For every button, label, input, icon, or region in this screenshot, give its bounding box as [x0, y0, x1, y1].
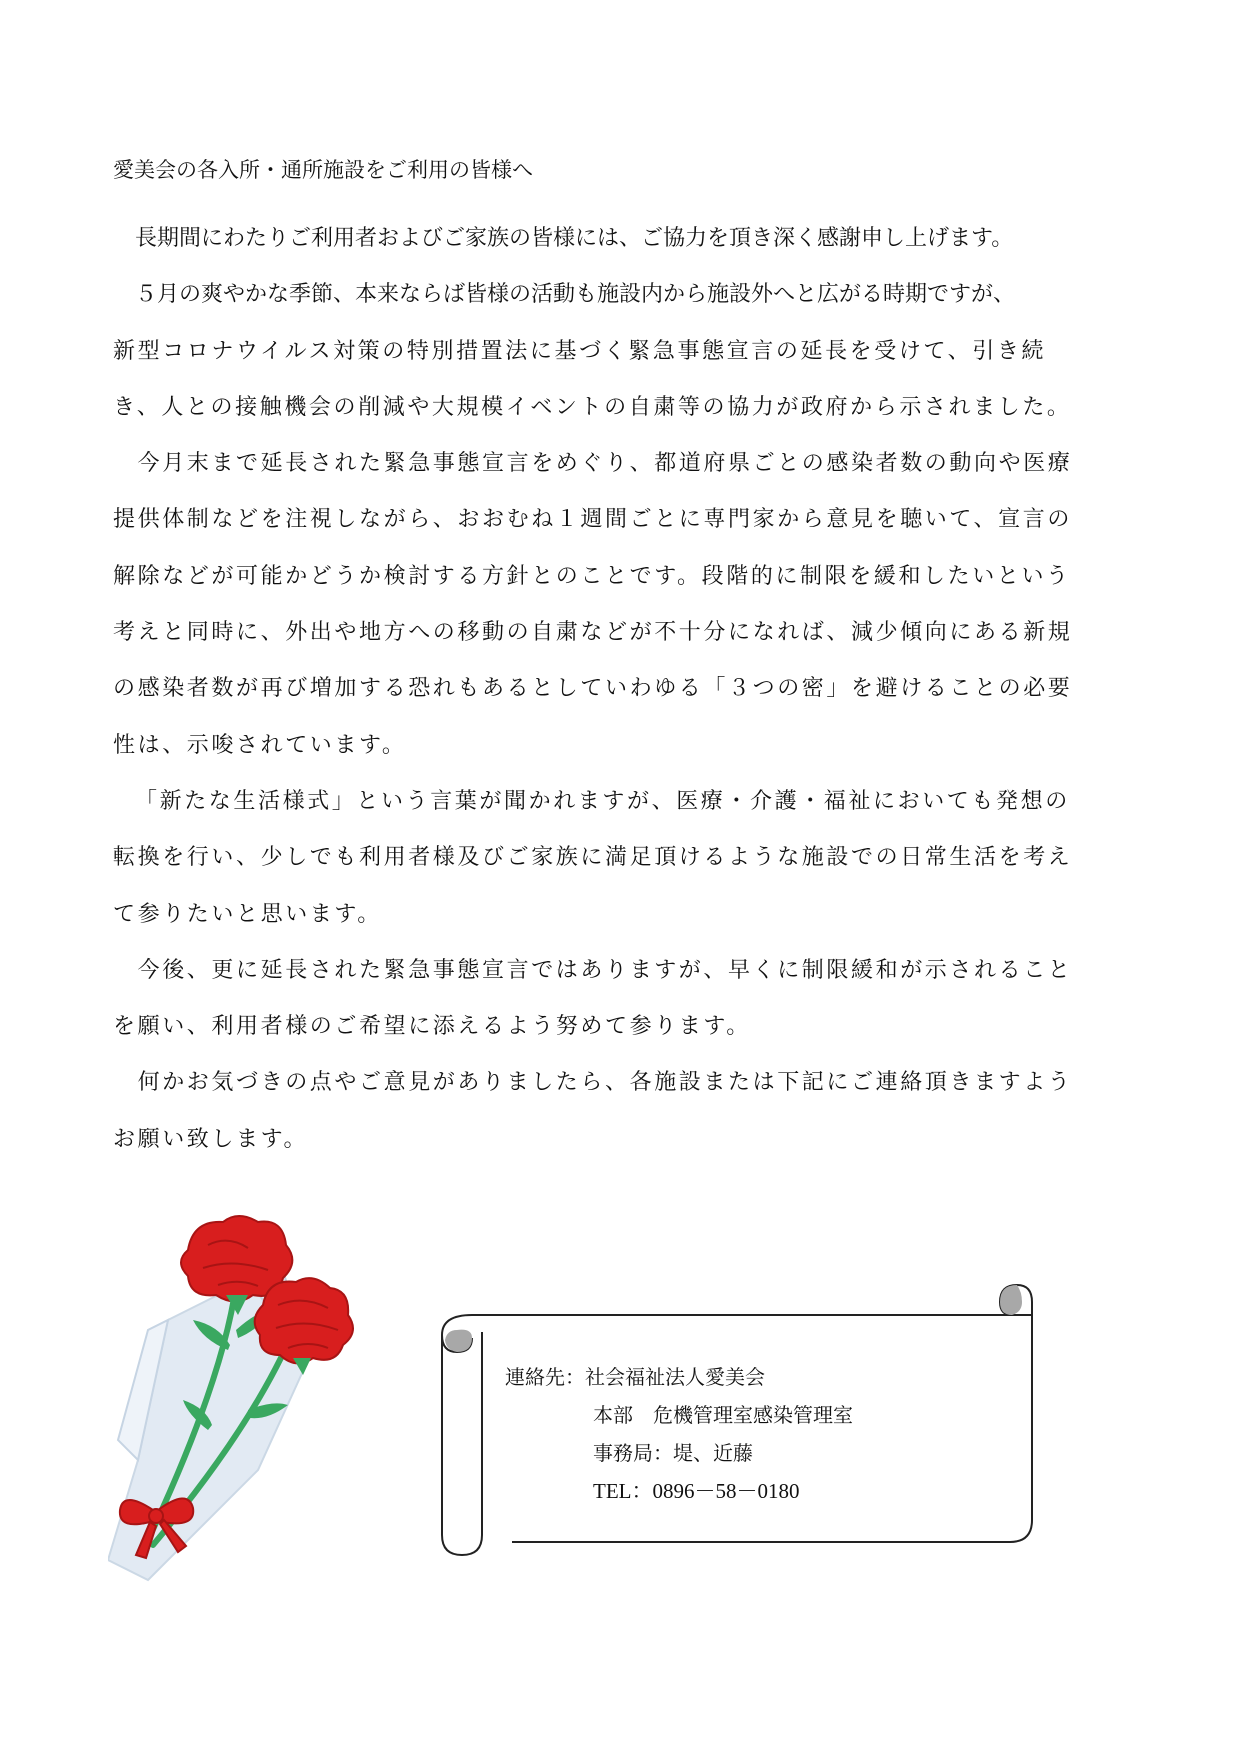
- body-line: ５月の爽やかな季節、本来ならば皆様の活動も施設内から施設外へと広がる時期ですが、: [113, 282, 1016, 308]
- body-line: 解除などが可能かどうか検討する方針とのことです。段階的に制限を緩和したいという: [113, 563, 1071, 589]
- body-line: 転換を行い、少しでも利用者様及びご家族に満足頂けるような施設での日常生活を考え: [113, 845, 1073, 871]
- contact-organization: 連絡先：社会福祉法人愛美会: [505, 1365, 765, 1389]
- body-line: 提供体制などを注視しながら、おおむね１週間ごとに専門家から意見を聴いて、宣言の: [113, 507, 1072, 533]
- body-line: 今月末まで延長された緊急事態宣言をめぐり、都道府県ごとの感染者数の動向や医療: [113, 451, 1073, 477]
- body-line: 長期間にわたりご利用者およびご家族の皆様には、ご協力を頂き深く感謝申し上げます。: [113, 226, 1014, 251]
- carnation-bouquet-illustration: [108, 1210, 378, 1590]
- contact-info: [505, 1358, 853, 1510]
- body-line: 何かお気づきの点やご意見がありましたら、各施設または下記にご連絡頂きますよう: [113, 1070, 1073, 1096]
- body-line: お願い致します。: [113, 1126, 309, 1152]
- body-line: 今後、更に延長された緊急事態宣言ではありますが、早くに制限緩和が示されること: [113, 957, 1073, 983]
- contact-department: 本部 危機管理室感染管理室: [593, 1403, 853, 1427]
- contact-office-staff: 事務局：堤、近藤: [593, 1441, 753, 1465]
- letter-body: [113, 224, 1103, 1181]
- body-line: を願い、利用者様のご希望に添えるよう努めて参ります。: [113, 1014, 751, 1040]
- body-line: 性は、示唆されています。: [113, 732, 407, 758]
- contact-telephone: TEL：0896－58－0180: [593, 1479, 800, 1503]
- body-line: き、人との接触機会の削減や大規模イベントの自粛等の協力が政府から示されました。: [113, 394, 1072, 420]
- body-line: 新型コロナウイルス対策の特別措置法に基づく緊急事態宣言の延長を受けて、引き続: [113, 338, 1047, 364]
- salutation: 愛美会の各入所・通所施設をご利用の皆様へ: [113, 158, 533, 182]
- body-line: 考えと同時に、外出や地方への移動の自粛などが不十分になれば、減少傾向にある新規: [113, 620, 1073, 646]
- body-line: て参りたいと思います。: [113, 901, 382, 927]
- body-line: の感染者数が再び増加する恐れもあるとしていわゆる「３つの密」を避けることの必要: [113, 676, 1073, 702]
- body-line: 「新たな生活様式」という言葉が聞かれますが、医療・介護・福祉においても発想の: [135, 788, 1070, 814]
